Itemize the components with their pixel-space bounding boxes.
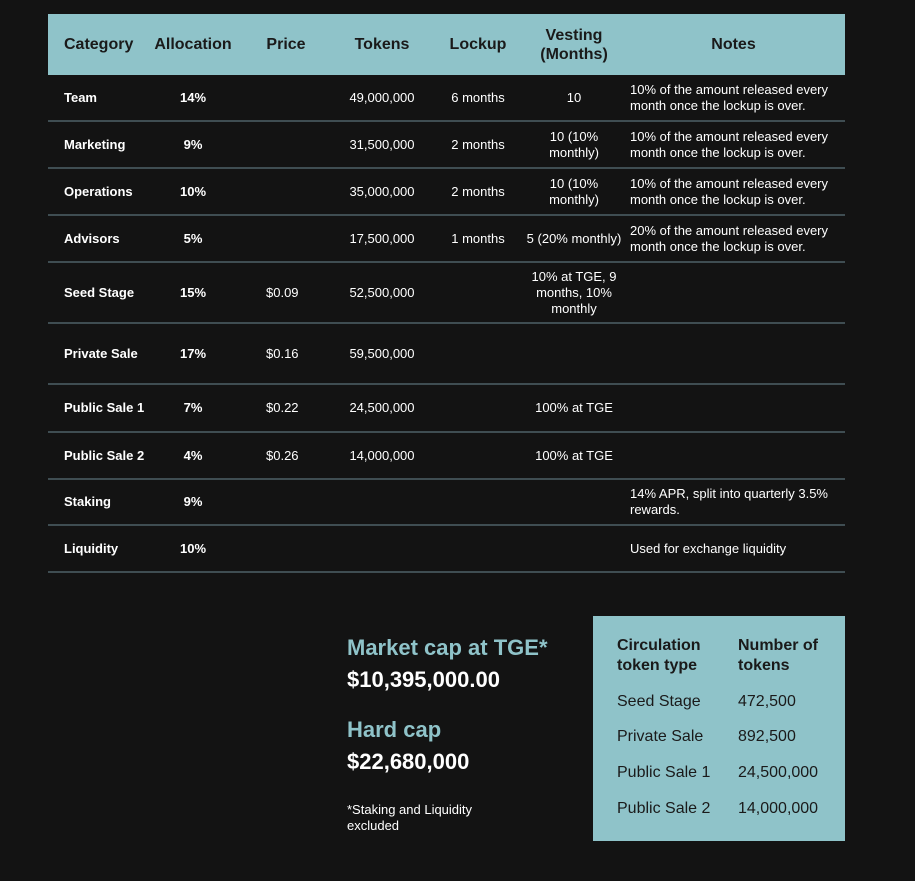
table-header-row bbox=[48, 14, 845, 75]
cell-vesting: 100% at TGE bbox=[526, 432, 622, 479]
cell-tokens: 24,500,000 bbox=[334, 384, 430, 432]
cell-lockup bbox=[430, 525, 526, 572]
cell-notes: 10% of the amount released every month once the lockup is over. bbox=[622, 168, 845, 215]
cell-lockup: 1 months bbox=[430, 215, 526, 262]
circulation-count: 24,500,000 bbox=[738, 764, 819, 781]
cell-tokens: 35,000,000 bbox=[334, 168, 430, 215]
cell-lockup: 6 months bbox=[430, 75, 526, 121]
table-row bbox=[48, 121, 845, 168]
cell-lockup bbox=[430, 262, 526, 323]
cell-category: Advisors bbox=[48, 215, 148, 262]
header-vesting bbox=[526, 14, 622, 75]
table-row bbox=[48, 262, 845, 323]
cell-tokens: 49,000,000 bbox=[334, 75, 430, 121]
cell-vesting: 10% at TGE, 9 months, 10% monthly bbox=[526, 262, 622, 323]
cell-vesting bbox=[526, 525, 622, 572]
cell-lockup: 2 months bbox=[430, 121, 526, 168]
cell-vesting: 100% at TGE bbox=[526, 384, 622, 432]
header-notes: Notes bbox=[711, 36, 756, 53]
cell-allocation: 10% bbox=[148, 525, 238, 572]
footnote: *Staking and Liquidity excluded bbox=[347, 802, 473, 833]
cell-lockup: 2 months bbox=[430, 168, 526, 215]
cell-allocation: 10% bbox=[148, 168, 238, 215]
cell-price bbox=[238, 525, 334, 572]
cell-lockup bbox=[430, 432, 526, 479]
cell-price bbox=[238, 168, 334, 215]
cell-category: Team bbox=[48, 75, 148, 121]
cell-category: Seed Stage bbox=[48, 262, 148, 323]
cap-summary bbox=[347, 634, 587, 834]
circulation-box bbox=[593, 616, 845, 841]
cell-price: $0.09 bbox=[238, 262, 334, 323]
table-row bbox=[48, 525, 845, 572]
cell-price bbox=[238, 215, 334, 262]
cell-allocation: 17% bbox=[148, 323, 238, 384]
market-cap-value: $10,395,000.00 bbox=[347, 667, 500, 692]
header-vesting-line1: Vesting bbox=[545, 26, 603, 44]
cell-tokens bbox=[334, 479, 430, 525]
cell-vesting: 10 bbox=[526, 75, 622, 121]
cell-notes: 14% APR, split into quarterly 3.5% rewards. bbox=[622, 479, 845, 525]
hard-cap-value: $22,680,000 bbox=[347, 749, 470, 774]
cell-tokens: 14,000,000 bbox=[334, 432, 430, 479]
cell-notes: 20% of the amount released every month once the lockup is over. bbox=[622, 215, 845, 262]
market-cap-label: Market cap at TGE* bbox=[347, 635, 548, 660]
cell-price: $0.16 bbox=[238, 323, 334, 384]
hard-cap-label: Hard cap bbox=[347, 717, 442, 742]
header-price: Price bbox=[266, 36, 306, 53]
table-row bbox=[48, 75, 845, 121]
header-allocation: Allocation bbox=[154, 36, 232, 53]
cell-allocation: 9% bbox=[148, 479, 238, 525]
header-tokens: Tokens bbox=[354, 36, 410, 53]
table-row bbox=[48, 215, 845, 262]
cell-notes bbox=[622, 384, 845, 432]
cell-category: Public Sale 2 bbox=[48, 432, 148, 479]
cell-category: Liquidity bbox=[48, 525, 148, 572]
cell-allocation: 15% bbox=[148, 262, 238, 323]
header-vesting-line2: (Months) bbox=[540, 45, 608, 63]
cell-price bbox=[238, 479, 334, 525]
circulation-count: 892,500 bbox=[738, 728, 796, 745]
circulation-type: Private Sale bbox=[617, 728, 704, 745]
cell-price: $0.26 bbox=[238, 432, 334, 479]
table-row bbox=[48, 323, 845, 384]
cell-vesting bbox=[526, 479, 622, 525]
cell-vesting bbox=[526, 323, 622, 384]
table-row bbox=[48, 479, 845, 525]
cell-vesting: 10 (10% monthly) bbox=[526, 121, 622, 168]
cell-vesting: 10 (10% monthly) bbox=[526, 168, 622, 215]
cell-tokens: 17,500,000 bbox=[334, 215, 430, 262]
header-category: Category bbox=[64, 36, 134, 53]
cell-price bbox=[238, 75, 334, 121]
table-row bbox=[48, 384, 845, 432]
cell-notes bbox=[622, 262, 845, 323]
cell-tokens: 31,500,000 bbox=[334, 121, 430, 168]
cell-category: Private Sale bbox=[48, 323, 148, 384]
cell-tokens: 59,500,000 bbox=[334, 323, 430, 384]
cell-lockup bbox=[430, 384, 526, 432]
cell-category: Staking bbox=[48, 479, 148, 525]
table-row bbox=[48, 432, 845, 479]
cell-price: $0.22 bbox=[238, 384, 334, 432]
circulation-type: Seed Stage bbox=[617, 693, 701, 710]
tokenomics-table-container bbox=[48, 14, 845, 573]
cell-lockup bbox=[430, 479, 526, 525]
circulation-header-count: Number of tokens bbox=[738, 637, 818, 674]
circulation-type: Public Sale 1 bbox=[617, 764, 711, 781]
cell-allocation: 7% bbox=[148, 384, 238, 432]
circulation-count: 472,500 bbox=[738, 693, 796, 710]
cell-allocation: 5% bbox=[148, 215, 238, 262]
cell-notes: 10% of the amount released every month once the lockup is over. bbox=[622, 75, 845, 121]
tokenomics-table bbox=[48, 14, 845, 573]
cell-lockup bbox=[430, 323, 526, 384]
cell-vesting: 5 (20% monthly) bbox=[526, 215, 622, 262]
cell-notes: 10% of the amount released every month once the lockup is over. bbox=[622, 121, 845, 168]
cell-category: Marketing bbox=[48, 121, 148, 168]
cell-price bbox=[238, 121, 334, 168]
table-row bbox=[48, 168, 845, 215]
circulation-count: 14,000,000 bbox=[738, 800, 819, 817]
header-lockup: Lockup bbox=[449, 36, 507, 53]
cell-tokens bbox=[334, 525, 430, 572]
cell-allocation: 14% bbox=[148, 75, 238, 121]
cell-tokens: 52,500,000 bbox=[334, 262, 430, 323]
cell-allocation: 4% bbox=[148, 432, 238, 479]
cell-allocation: 9% bbox=[148, 121, 238, 168]
cell-category: Public Sale 1 bbox=[48, 384, 148, 432]
cell-notes bbox=[622, 323, 845, 384]
cell-category: Operations bbox=[48, 168, 148, 215]
circulation-header-type: Circulation token type bbox=[617, 637, 701, 674]
cell-notes bbox=[622, 432, 845, 479]
cell-notes: Used for exchange liquidity bbox=[622, 525, 845, 572]
circulation-type: Public Sale 2 bbox=[617, 800, 711, 817]
